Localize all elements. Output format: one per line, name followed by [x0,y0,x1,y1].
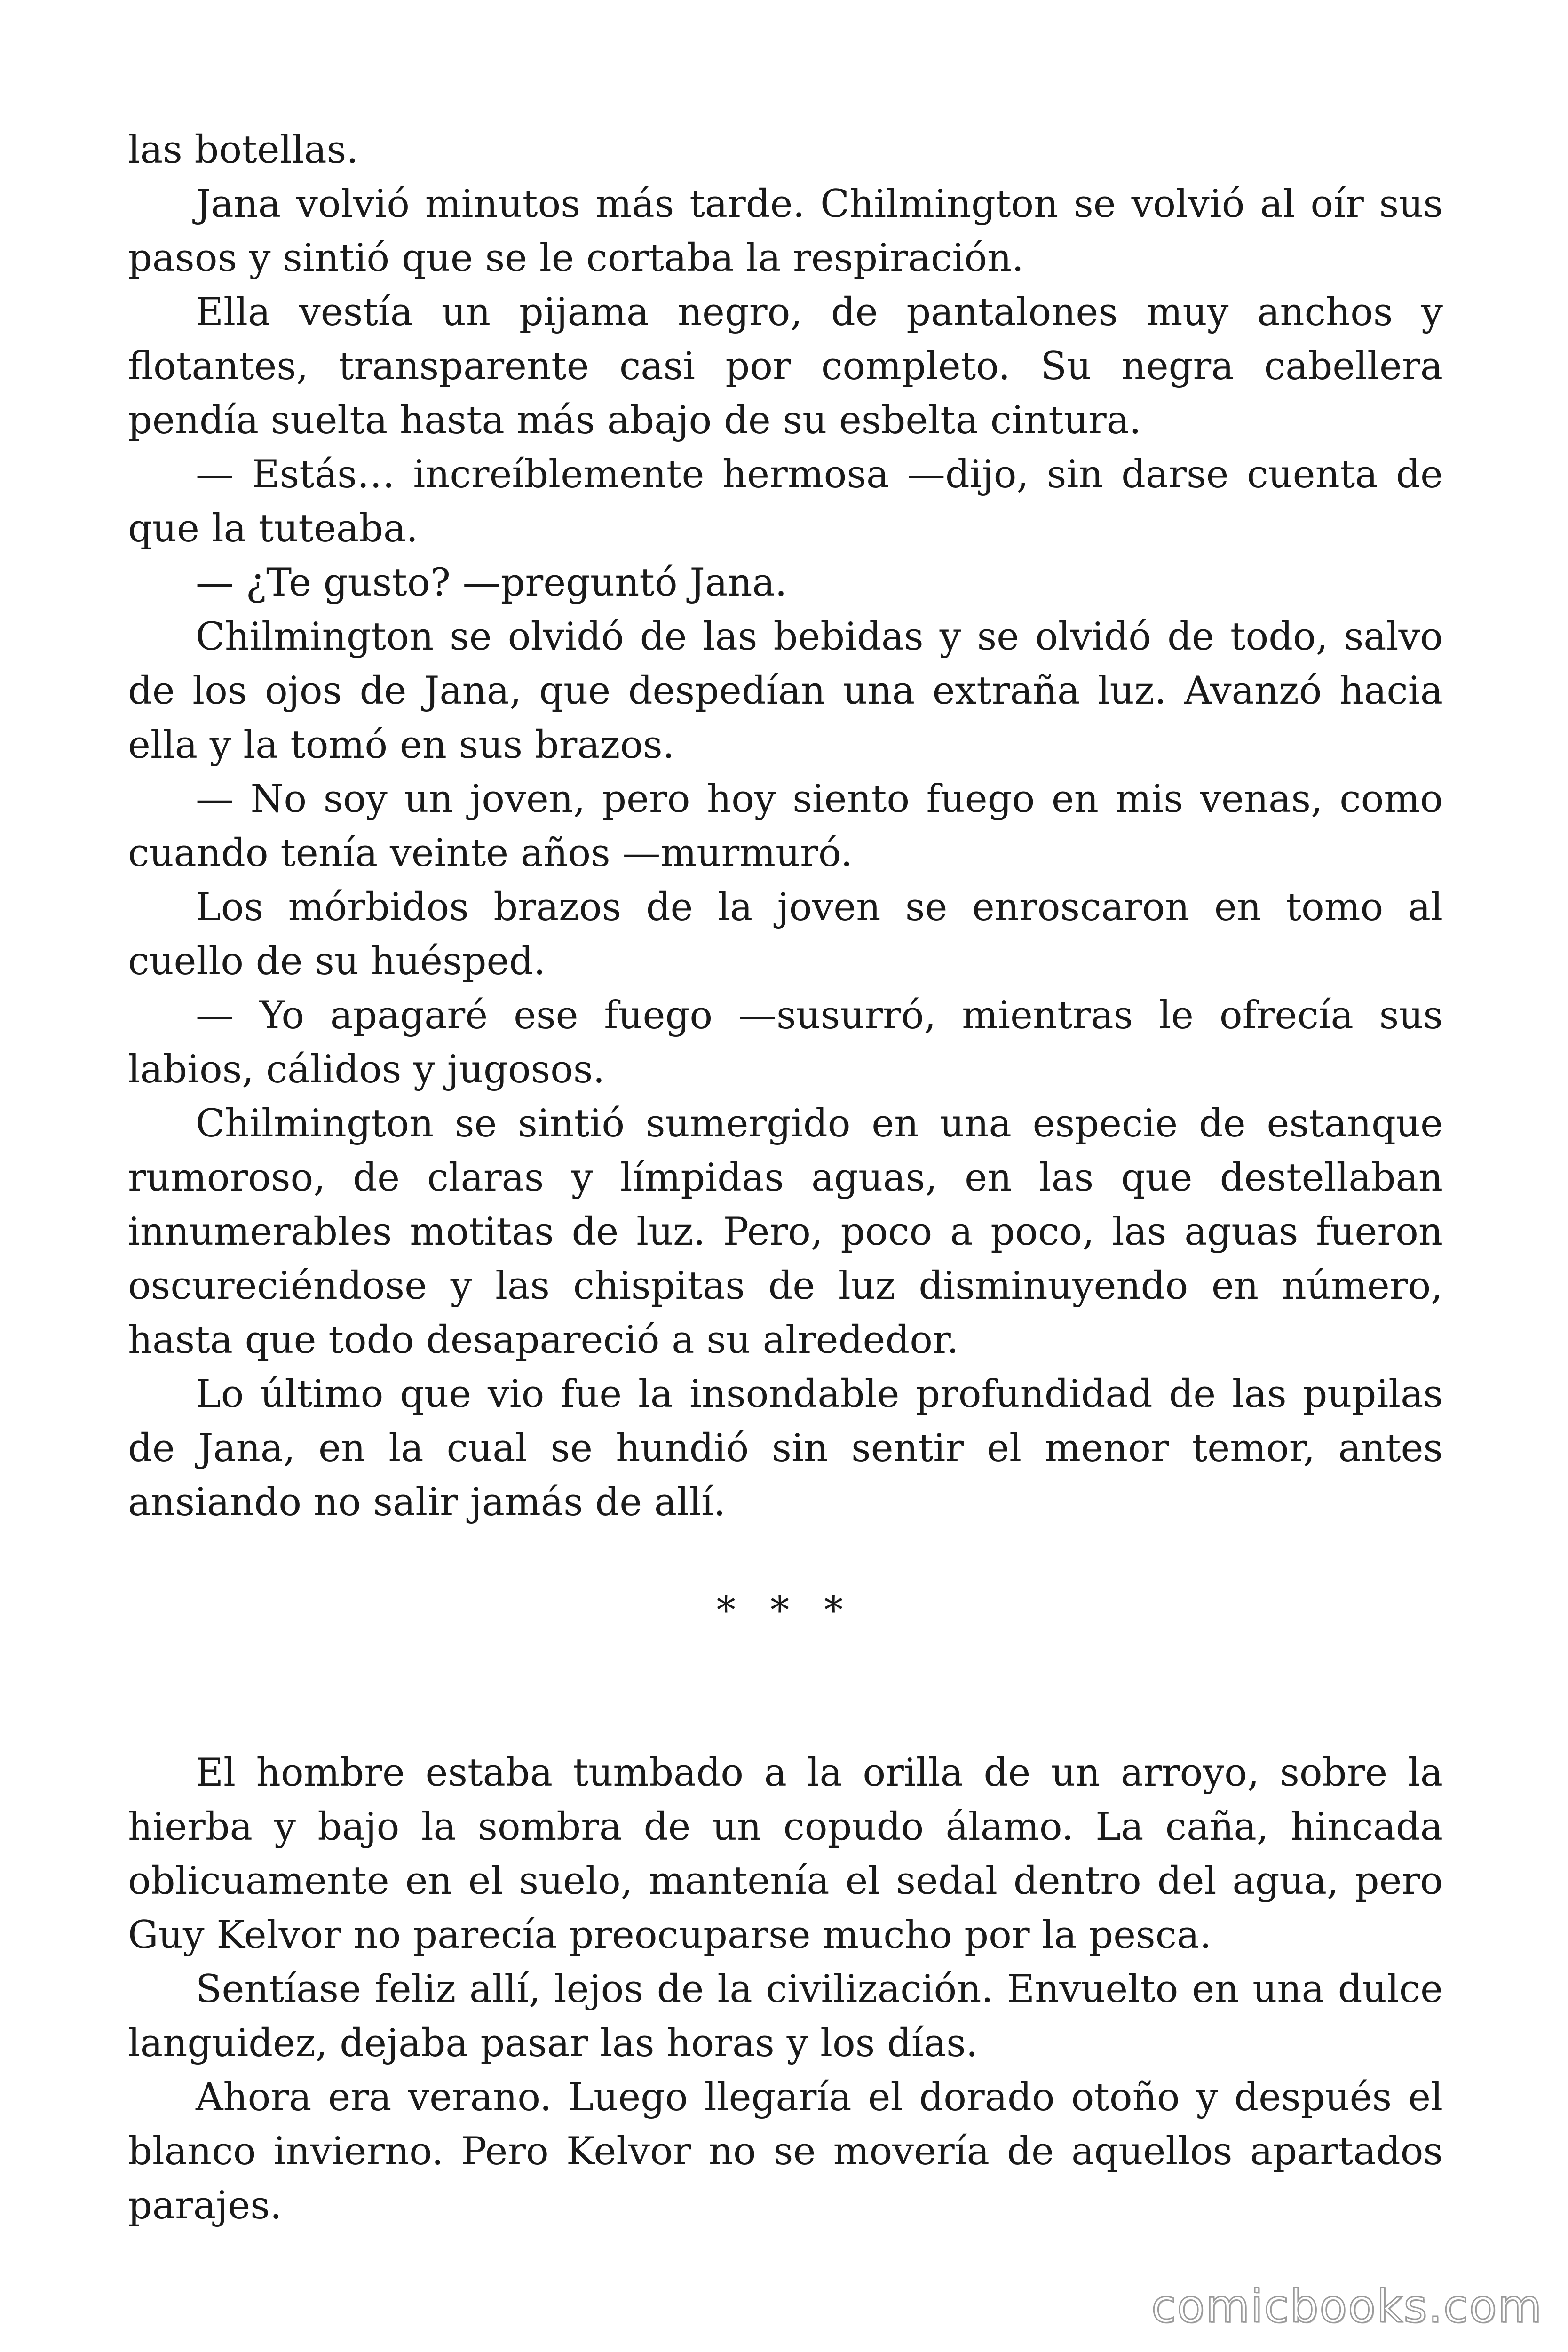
watermark: comicbooks.com [1151,2280,1543,2333]
dialogue-paragraph: — ¿Te gusto? —preguntó Jana. [196,561,787,605]
dialogue-paragraph: — Estás… increíblemente hermosa —dijo, sin darse cuenta de que la tuteaba. [128,453,1443,551]
section-separator: * * * [716,1589,855,1633]
paragraph: las botellas. [128,128,359,172]
paragraph: Los mórbidos brazos de la joven se enroscaron en tomo al cuello de su huésped. [128,885,1443,984]
dialogue-paragraph: — Yo apagaré ese fuego —susurró, mientras le ofrecía sus labios, cálidos y jugosos. [128,993,1443,1092]
paragraph: Ella vestía un pijama negro, de pantalones muy anchos y flotantes, transparente casi por completo. Su negra cabellera pendía suelta hasta más abajo de su esbelta cintura. [128,290,1443,443]
paragraph: Ahora era verano. Luego llegaría el dorado otoño y después el blanco invierno. Pero Kelvor no se movería de aquellos apartados parajes. [128,2075,1443,2228]
paragraph: El hombre estaba tumbado a la orilla de un arroyo, sobre la hierba y bajo la sombra de un copudo álamo. La caña, hincada oblicuamente en el suelo, mantenía el sedal dentro del agua, pero Guy Kelvor no parecía preocuparse mucho por la pesca. [128,1751,1443,1957]
paragraph: Chilmington se sintió sumergido en una especie de estanque rumoroso, de claras y límpidas aguas, en las que destellaban innumerables motitas de luz. Pero, poco a poco, las aguas fueron oscureciéndose y las chispitas de luz disminuyendo en número, hasta que todo desapareció a su alrededor. [128,1102,1443,1362]
dialogue-paragraph: — No soy un joven, pero hoy siento fuego en mis venas, como cuando tenía veinte años —murmuró. [128,777,1443,875]
paragraph: Sentíase feliz allí, lejos de la civilización. Envuelto en una dulce languidez, dejaba pasar las horas y los días. [128,1967,1443,2066]
paragraph: Chilmington se olvidó de las bebidas y se olvidó de todo, salvo de los ojos de Jana, que despedían una extraña luz. Avanzó hacia ella y la tomó en sus brazos. [128,615,1443,767]
paragraph: Jana volvió minutos más tarde. Chilmington se volvió al oír sus pasos y sintió que se le cortaba la respiración. [128,182,1443,280]
body-text [128,123,1443,2233]
paragraph: Lo último que vio fue la insondable profundidad de las pupilas de Jana, en la cual se hundió sin sentir el menor temor, antes ansiando no salir jamás de allí. [128,1372,1443,1525]
